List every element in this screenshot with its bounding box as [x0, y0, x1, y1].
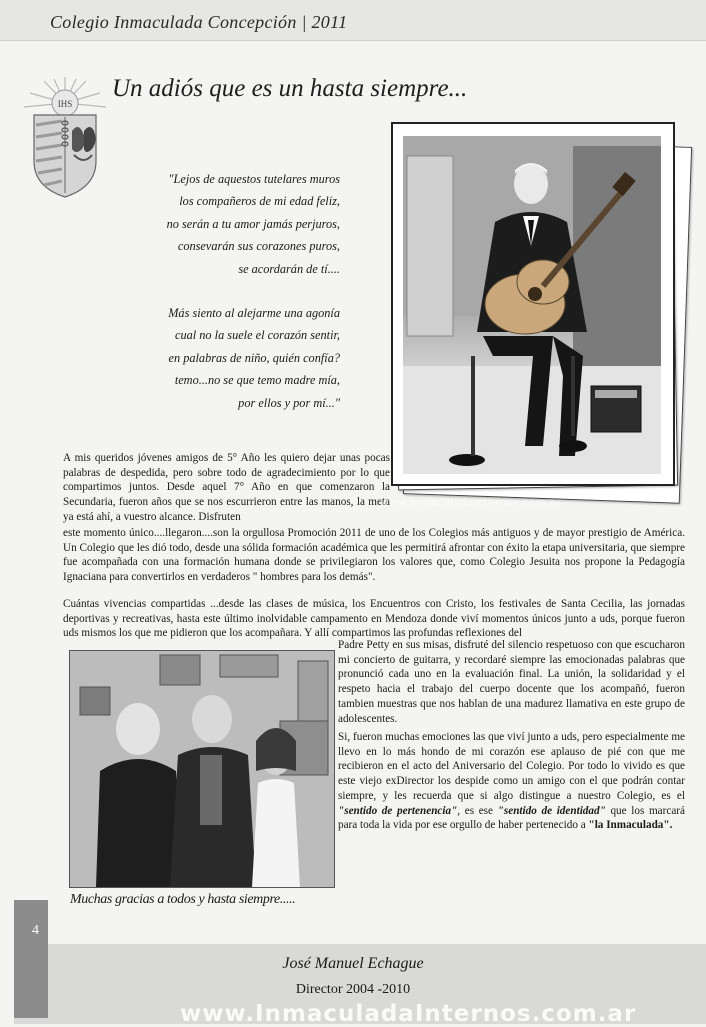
guitarist-photo-image — [403, 136, 661, 474]
crest-monogram: IHS — [57, 99, 73, 109]
emphasis-belonging: "sentido de pertenencia" — [338, 804, 458, 817]
paragraph-text-run: Si, fueron muchas emociones las que viví junto a uds, pero especialmente me llevo en lo más hondo de mi corazón ese aplauso de pié con que me recibieron en el acto del Aniversario del Colegio. Por todo lo vivido es que este viejo exDirector los despide como un amigo con el que podrán contar siempre, y les recuerda que si algo distingue a nuestro Colegio, es el — [338, 731, 685, 802]
poem-line: "Lejos de aquestos tutelares muros — [168, 172, 340, 186]
inline-watermark: www.InmaculadaInternos.com.ar — [380, 496, 561, 509]
school-crest-icon — [22, 75, 108, 200]
poem — [110, 168, 340, 414]
article-title: Un adiós que es un hasta siempre... — [112, 75, 468, 102]
body-paragraph-4 — [338, 638, 685, 729]
header-title: Colegio Inmaculada Concepción | 2011 — [50, 12, 348, 32]
body-paragraph-5 — [338, 730, 685, 836]
poem-line: cual no la suele el corazón sentir, — [175, 328, 340, 343]
poem-line: temo...no se que temo madre mía, — [174, 373, 340, 388]
signature-role: Director 2004 -2010 — [295, 982, 411, 997]
body-paragraph-2 — [63, 526, 685, 588]
paragraph-text-run: que los marcará para toda la vida por ese orgullo de haber pertenecido a — [338, 804, 685, 832]
paragraph-text: este momento único....llegaron....son la orgullosa Promoción 2011 de uno de los Colegios más antiguos y de mayor prestigio de América. Un Colegio que les dió todo, desde una sólida formación académica que les permitirá afrontar con éxito la etapa universitaria, que siempre fue acompañada con una formación humana donde se privilegiaron los valores que, como Colegio Jesuita nos propone la Pedagogía Ignaciana para convertirlos en verdaderos " hombres para los demás". — [63, 527, 685, 584]
emphasis-identity: "sentido de identidad" — [497, 804, 606, 817]
paragraph-text-run: , es ese — [457, 804, 494, 817]
poem-stanza-gap — [110, 280, 340, 302]
emphasis-school-name: "la Inmaculada". — [588, 819, 673, 832]
poem-line: se acordarán de tí.... — [238, 261, 340, 276]
body-paragraph-1 — [63, 451, 390, 528]
guitarist-photo-frame — [385, 118, 685, 503]
poem-line: Más siento al alejarme una agonía — [168, 306, 340, 321]
paragraph-text — [338, 730, 685, 833]
group-photo — [69, 650, 335, 888]
page-number: 4 — [32, 923, 39, 938]
group-photo-illustration — [70, 651, 334, 887]
poem-line: por ellos y por mí..." — [238, 395, 340, 410]
poem-line: los compañeros de mi edad feliz, — [179, 194, 340, 209]
paragraph-text: Cuántas vivencias compartidas ...desde las clases de música, los Encuentros con Cristo, los festivales de Santa Cecilia, las jornadas deportivas y recreativas, hasta este último inolvidable campamento en Mendoza donde viví momentos únicos junto a uds, porque fueron uds mismos los que me pidieron que los acompañara. Y allí compartimos las profundas reflexiones del — [63, 598, 685, 640]
photo-caption: Muchas gracias a todos y hasta siempre..... — [70, 892, 296, 907]
poem-line: consevarán sus corazones puros, — [177, 239, 340, 254]
paragraph-text: Padre Petty en sus misas, disfruté del silencio respetuoso con que escucharon mi concierto de guitarra, y recordaré siempre las emocionadas palabras que pronunció cada uno en la evaluación final. La unión, la solidaridad y el respeto hacia el trabajo del cuerpo docente que los acompañó, fueron tambien muestras que nos hablan de una madurez llamativa en este grupo de adolescentes. — [338, 639, 685, 725]
signature-name: José Manuel Echague — [282, 955, 424, 972]
poem-line: en palabras de niño, quién confía? — [168, 350, 340, 365]
poem-line: no serán a tu amor jamás perjuros, — [166, 216, 340, 231]
paragraph-text: A mis queridos jóvenes amigos de 5° Año les quiero dejar unas pocas palabras de despedida, pero sobre todo de agradecimiento por lo que compartimos juntos. Desde aquel 7° Año en que comenzaron la Secundaria, fueron años que se nos escurrieron entre las manos, la meta ya está ahí, a vuestro alcance. Disfruten — [63, 452, 390, 523]
footer-watermark: www.InmaculadaInternos.com.ar — [180, 1001, 637, 1027]
guitarist-photo — [391, 122, 675, 486]
guitarist-illustration — [403, 136, 661, 474]
page-header — [0, 0, 706, 41]
